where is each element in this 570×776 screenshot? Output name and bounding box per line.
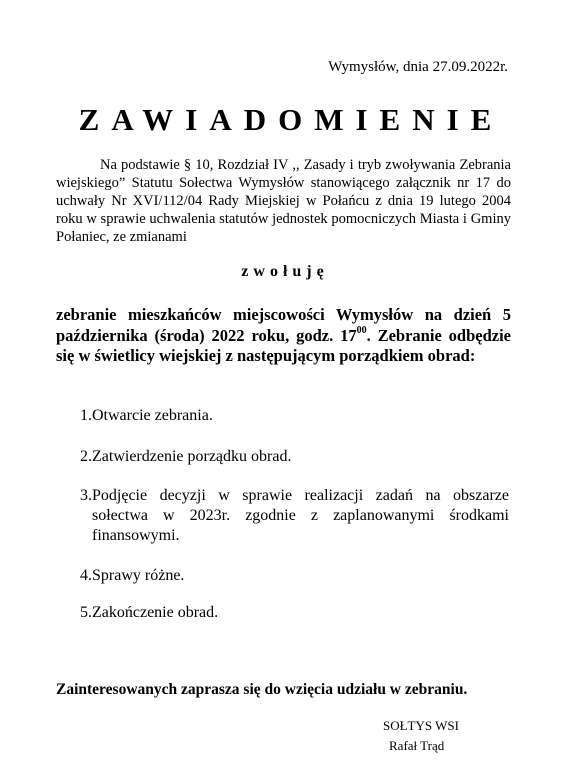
agenda-item-number: 2. <box>80 448 92 465</box>
agenda-item-text: Podjęcie decyzji w sprawie realizacji zadań na obszarze sołectwa w 2023r. zgodnie z zaplanowanymi środkami finansowymi. <box>92 487 509 544</box>
signature-name: Rafał Trąd <box>389 738 445 753</box>
agenda-item-number: 4. <box>80 567 92 584</box>
closing-invitation: Zainteresowanych zaprasza się do wzięcia udziału w zebraniu. <box>56 681 468 698</box>
agenda-item-text: Otwarcie zebrania. <box>92 407 213 424</box>
agenda-item <box>56 566 511 586</box>
agenda-item <box>56 603 511 623</box>
agenda-item-text: Sprawy różne. <box>92 567 185 584</box>
signature-role: SOŁTYS WSI <box>383 718 459 733</box>
agenda-item-number: 5. <box>80 604 92 621</box>
announcement-text-end: . Zebranie odbędzie się w świetlicy wiejskiej z następującym porządkiem obrad: <box>56 325 511 365</box>
intro-paragraph: Na podstawie § 10, Rozdział IV ,, Zasady i tryb zwoływania Zebrania wiejskiego” Statutu Sołectwa Wymysłów stanowiącego załącznik nr 17 do uchwały Nr XVI/112/04 Rady Miejskiej w Połańcu z dnia 19 lutego 2004 roku w sprawie uchwalenia statutów jednostek pomocniczych Miasta i Gminy Połaniec, ze zmianami <box>56 157 511 245</box>
agenda-item <box>56 406 511 426</box>
agenda-item <box>56 447 511 467</box>
agenda-item <box>56 486 511 546</box>
agenda-item-number: 1. <box>80 407 92 424</box>
date-line: Wymysłów, dnia 27.09.2022r. <box>328 59 508 75</box>
meeting-announcement <box>56 305 511 367</box>
announcement-text-start: zebranie mieszkańców miejscowości Wymysłów na dzień 5 października (środa) 2022 roku, godz. 17 <box>56 305 511 345</box>
time-minutes-superscript: 00 <box>356 325 367 336</box>
convene-heading: zwołuję <box>241 263 329 280</box>
document-title: ZAWIADOMIENIE <box>78 102 504 137</box>
agenda-item-text: Zatwierdzenie porządku obrad. <box>92 448 292 465</box>
agenda-item-number: 3. <box>80 487 92 504</box>
agenda-item-text: Zakończenie obrad. <box>92 604 219 621</box>
